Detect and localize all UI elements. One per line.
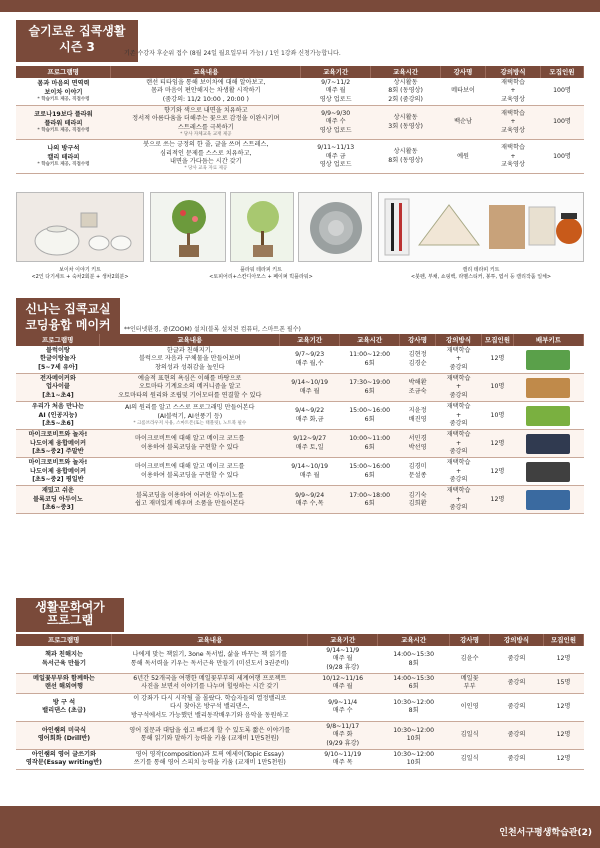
cell-note: * 크롬브라우저 사용, 스마트폰(또는 태블릿), 노트북 필수 <box>133 421 247 427</box>
content: 영어 질문과 대답을 쉽고 빠르게 할 수 있도록 짧은 이야기를 통해 읽기와 말하기 능력을 키움 (교재비 1만5천원) <box>112 721 308 749</box>
header-content: 교육내용 <box>111 66 301 78</box>
table-row <box>16 140 584 174</box>
header-method: 강의방식 <box>436 334 482 346</box>
period: 9/11~11/13 매주 금 영상 업로드 <box>301 140 371 174</box>
method: 재택학습 + 줌강의 <box>436 346 482 374</box>
table-row <box>16 693 584 721</box>
header-time: 교육시간 <box>340 334 400 346</box>
teacher: 백순남 <box>441 106 486 140</box>
section1-title-line2: 시즌 3 <box>59 40 95 54</box>
program-name: 아인쌤의 미국식 영어회화 (Drill반) <box>16 721 112 749</box>
footer-page-label: 인천서구평생학습관(2) <box>499 828 592 838</box>
section1-table <box>16 66 584 174</box>
kit-image <box>526 406 570 426</box>
top-band <box>0 0 600 12</box>
time: 10:30~12:00 10회 <box>378 721 450 749</box>
capacity: 15명 <box>544 674 584 694</box>
header-method: 강의방식 <box>486 66 541 78</box>
teacher: 이인영 <box>450 693 490 721</box>
section1-note: 기존 수강자 후순위 접수 (8월 24일 월요일부터 가능) / 1인 1강좌 신청가능합니다. <box>124 50 341 57</box>
time: 15:00~16:00 6회 <box>340 458 400 486</box>
header-time: 교육시간 <box>378 634 450 646</box>
section2-title-line2: 코딩융합 메이커 <box>25 318 111 332</box>
time: 14:00~15:30 8회 <box>378 646 450 674</box>
content: 6년간 52개국을 여행한 메일꽃부부의 세계여행 프로젝트 사진을 보면서 이야기를 나누며 힐링하는 시간 갖기 <box>112 674 308 694</box>
capacity: 12명 <box>544 693 584 721</box>
period: 9/9~9/30 매주 수 영상 업로드 <box>301 106 371 140</box>
cell-note: * 학습키트 제공, 직접수령 <box>37 162 90 168</box>
kit-image-cell <box>513 430 583 458</box>
section3-header-row <box>16 634 584 646</box>
program-name: 메일꽃부부와 함께하는 랜선 해외여행 <box>16 674 112 694</box>
period: 9/9~11/4 매주 수 <box>308 693 378 721</box>
teacher: 메타보이 <box>441 78 486 106</box>
time: 10:00~11:00 6회 <box>340 430 400 458</box>
header-method: 강의방식 <box>490 634 544 646</box>
content: 랜선 티타임을 통해 보이차에 대해 알아보고, 몸과 마음이 편안해지는 차생활 시작하기 (줌강의: 11/2 10:00 , 20:00 ) <box>111 78 301 106</box>
period: 9/7~9/23 매주 월,수 <box>280 346 340 374</box>
time: 14:00~15:30 6회 <box>378 674 450 694</box>
capacity: 12명 <box>544 749 584 769</box>
content: 마이크로비트에 대해 알고 메이크 코드를 이용하여 블록코딩을 구현할 수 있다 <box>100 458 280 486</box>
section2-table <box>16 334 584 514</box>
program-name: 나의 방구석 캘리 테라피 * 학습키트 제공, 직접수령 <box>16 140 111 174</box>
table-row <box>16 646 584 674</box>
section2-header-row <box>16 334 584 346</box>
program-name: 아인쌤의 영어 글쓰기와 영작문(Essay writing반) <box>16 749 112 769</box>
method: 줌강의 <box>490 674 544 694</box>
capacity: 10명 <box>482 402 514 430</box>
program-name: 몸과 마음의 면역력 보이차 이야기 * 학습키트 제공, 직접수령 <box>16 78 111 106</box>
cell-note: * 당사 자체교육 교재 제공 <box>180 132 232 138</box>
table-row <box>16 721 584 749</box>
flower-topiary-image <box>150 192 226 262</box>
kit-image <box>526 490 570 510</box>
content: 향기와 색으로 내면을 치유하고 정서적 아름다움을 더해주는 꽃으로 감정을 이완시키며 스트레스를 극복하기 * 당사 자체교육 교재 제공 <box>111 106 301 140</box>
capacity: 12명 <box>544 721 584 749</box>
kit-image <box>526 434 570 454</box>
time: 17:30~19:00 6회 <box>340 374 400 402</box>
method: 재택학습 + 줌강의 <box>436 402 482 430</box>
time: 상시활동 8회 (동영상) 2회 (줌강의) <box>371 78 441 106</box>
table-row <box>16 106 584 140</box>
table-row <box>16 402 584 430</box>
kit-image <box>526 350 570 370</box>
program-name: 코로나19보다 플라워 플라워 테라피 * 학습키트 제공, 직접수령 <box>16 106 111 140</box>
time: 상시활동 3회 (동영상) <box>371 106 441 140</box>
period: 9/14~10/19 매주 월 <box>280 458 340 486</box>
kit-image <box>526 378 570 398</box>
header-period: 교육기간 <box>308 634 378 646</box>
header-capacity: 모집인원 <box>482 334 514 346</box>
kit-image-cell <box>513 346 583 374</box>
table-row <box>16 749 584 769</box>
table-row <box>16 486 584 514</box>
header-teacher: 강사명 <box>400 334 436 346</box>
header-program: 프로그램명 <box>16 334 100 346</box>
teacher: 메일꽃 부부 <box>450 674 490 694</box>
moss-plant-image <box>230 192 294 262</box>
capacity: 12명 <box>482 346 514 374</box>
kit-image-cell <box>513 486 583 514</box>
time: 상시활동 8회 (동영상) <box>371 140 441 174</box>
teacher: 김일식 <box>450 749 490 769</box>
tea-kit-caption: 보이차 이야기 키트 <2인 다기세트 + 숙차2회분 + 생차2회분> <box>31 267 129 280</box>
section3-title-line1: 생활문화여가 <box>35 600 105 614</box>
header-time: 교육시간 <box>371 66 441 78</box>
calli-kit-image <box>378 192 584 262</box>
time: 10:30~12:00 8회 <box>378 693 450 721</box>
header-teacher: 강사명 <box>441 66 486 78</box>
period: 9/10~11/19 매주 목 <box>308 749 378 769</box>
capacity: 12명 <box>544 646 584 674</box>
calli-kit-caption: 캘리 테라피 키트 <붓펜, 부채, 쇼핑백, 라벨스티커, 봉투, 엽서 등 캘리작품 일체> <box>410 267 552 280</box>
header-capacity: 모집인원 <box>544 634 584 646</box>
section3-title-line2: 프로그램 <box>46 613 94 627</box>
header-teacher: 강사명 <box>450 634 490 646</box>
table-row <box>16 374 584 402</box>
time: 17:00~18:00 6회 <box>340 486 400 514</box>
period: 9/8~11/17 매주 화 (9/29 휴강) <box>308 721 378 749</box>
section1-header-row <box>16 66 584 78</box>
content: 한글과 친해지기, 블럭으로 자음과 구체물을 만들어보며 창의성과 성취감을 높인다 <box>100 346 280 374</box>
table-row <box>16 430 584 458</box>
header-content: 교육내용 <box>100 334 280 346</box>
kit-image-cell <box>513 458 583 486</box>
content: 이 강좌가 다시 시작될 줄 몰랐다. 학습자들의 열정밸리로 다시 찾아온 방구석 밸리댄스, 방구석에서도 가능했던 밸리동작배우기와 음악을 동원하고 <box>112 693 308 721</box>
header-capacity: 모집인원 <box>540 66 583 78</box>
paper-flower-image <box>298 192 372 262</box>
header-content: 교육내용 <box>112 634 308 646</box>
content: 영어 영작(composition)과 토픽 에세이(Topic Essay) 쓰기를 통해 영어 스피치 능력을 키움 (교재비 1만5천원) <box>112 749 308 769</box>
header-program: 프로그램명 <box>16 66 111 78</box>
header-kit: 배부키트 <box>513 334 583 346</box>
program-name: 재밌고 쉬운 블록코딩 아두이노 [초6~중3] <box>16 486 100 514</box>
content: 나에게 맞는 책읽기, 3one 독서법, 삶을 바꾸는 책 읽기를 통해 독서력을 키우는 독서근육 만들기 (미션도서 3권준비) <box>112 646 308 674</box>
capacity: 100명 <box>540 140 583 174</box>
section2-note: **인터넷환경, 줌(ZOOM) 설치(블록 설치된 컴퓨터, 스마트폰 필수) <box>124 326 301 333</box>
time: 11:00~12:00 6회 <box>340 346 400 374</box>
program-name: 마이크로비트와 놀자! 나도이제 융합메이커 [초5~중2] 주말반 <box>16 430 100 458</box>
kit-image-cell <box>513 402 583 430</box>
cell-note: * 학습키트 제공, 직접수령 <box>37 96 90 102</box>
table-row <box>16 458 584 486</box>
capacity: 12명 <box>482 486 514 514</box>
program-name: 블럭이랑 한글이랑놀자 [5~7세 유아] <box>16 346 100 374</box>
kit-image <box>526 462 570 482</box>
header-program: 프로그램명 <box>16 634 112 646</box>
teacher: 박해환 조금숙 <box>400 374 436 402</box>
teacher: 지윤정 배진영 <box>400 402 436 430</box>
content: 블록코딩을 이용하여 어려운 아두이노를 쉽고 재미있게 배우며 소품을 만들어본다 <box>100 486 280 514</box>
section1-title-line1: 슬기로운 집콕생활 <box>28 24 126 38</box>
table-row <box>16 78 584 106</box>
method: 줌강의 <box>490 721 544 749</box>
method: 줌강의 <box>490 749 544 769</box>
capacity: 12명 <box>482 430 514 458</box>
method: 재택학습 + 줌강의 <box>436 374 482 402</box>
header-period: 교육기간 <box>280 334 340 346</box>
table-row <box>16 674 584 694</box>
capacity: 10명 <box>482 374 514 402</box>
method: 재택학습 + 줌강의 <box>436 458 482 486</box>
time: 10:30~12:00 10회 <box>378 749 450 769</box>
cell-note: * 학습키트 제공, 직접수령 <box>37 127 90 133</box>
program-name: 방 구 석 밸리댄스 (초급) <box>16 693 112 721</box>
content: 예술적 표현의 욕심은 이해를 바탕으로 오토마타 기계요소의 메커니즘을 알고 오토마타의 원리와 조립및 기어모터를 연결할 수 있다 <box>100 374 280 402</box>
period: 9/14~11/9 매주 월 (9/28 휴강) <box>308 646 378 674</box>
time: 15:00~16:00 6회 <box>340 402 400 430</box>
period: 9/4~9/22 매주 화,금 <box>280 402 340 430</box>
method: 재택학습 + 교육영상 <box>486 106 541 140</box>
capacity: 12명 <box>482 458 514 486</box>
method: 줌강의 <box>490 693 544 721</box>
table-row <box>16 346 584 374</box>
program-name: 우리가 처음 만나는 AI (인공지능) [초5~초6] <box>16 402 100 430</box>
program-name: 마이크로비트와 놀자! 나도이제 융합메이커 [초5~중2] 평일반 <box>16 458 100 486</box>
period: 9/9~9/24 매주 수,목 <box>280 486 340 514</box>
section1-title <box>16 20 138 62</box>
content: 붓으로 쓰는 긍정의 한 줄, 글을 쓰며 스트레스, 심리적인 문제를 스스로 치유하고, 내면을 가다듬는 시간 갖기 * 당사 교육 자료 제공 <box>111 140 301 174</box>
period: 10/12~11/16 매주 월 <box>308 674 378 694</box>
capacity: 100명 <box>540 106 583 140</box>
section2-title-line1: 신나는 집콕교실 <box>25 302 111 316</box>
cell-note: * 당사 교육 자료 제공 <box>184 166 228 172</box>
kit-image-cell <box>513 374 583 402</box>
teacher: 김현정 김경순 <box>400 346 436 374</box>
content: 마이크로비트에 대해 알고 메이크 코드를 이용하여 블록코딩을 구현할 수 있다 <box>100 430 280 458</box>
method: 재택학습 + 교육영상 <box>486 78 541 106</box>
teacher: 김기숙 김희환 <box>400 486 436 514</box>
section3-table <box>16 634 584 770</box>
tea-kit-image <box>16 192 144 262</box>
teacher: 김윤수 <box>450 646 490 674</box>
method: 재택학습 + 줌강의 <box>436 486 482 514</box>
flower-kit-caption: 플라워 테라피 키트 <토피어리+스칸디아모스 + 페이퍼 빅플라워> <box>209 267 313 280</box>
method: 줌강의 <box>490 646 544 674</box>
header-period: 교육기간 <box>301 66 371 78</box>
period: 9/12~9/27 매주 토,일 <box>280 430 340 458</box>
teacher: 서민경 박선영 <box>400 430 436 458</box>
method: 재택학습 + 줌강의 <box>436 430 482 458</box>
program-name: 전자메이커와 업사이클 [초1~초4] <box>16 374 100 402</box>
period: 9/7~11/2 매주 월 영상 업로드 <box>301 78 371 106</box>
teacher: 김경미 문설종 <box>400 458 436 486</box>
teacher: 예원 <box>441 140 486 174</box>
capacity: 100명 <box>540 78 583 106</box>
method: 재택학습 + 교육영상 <box>486 140 541 174</box>
teacher: 김일식 <box>450 721 490 749</box>
content: AI의 원리를 알고 스스로 프로그래밍 만들어본다 (AI블럭기, AI선풍기 등) * 크롬브라우저 사용, 스마트폰(또는 태블릿), 노트북 필수 <box>100 402 280 430</box>
section3-title <box>16 598 124 632</box>
program-name: 책과 친해지는 독서근육 만들기 <box>16 646 112 674</box>
period: 9/14~10/19 매주 월 <box>280 374 340 402</box>
